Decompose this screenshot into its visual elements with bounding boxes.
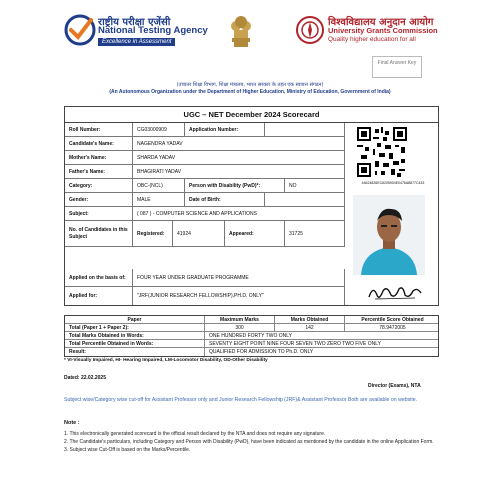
applied-row [65,287,345,305]
name-label: Candidate's Name: [65,137,133,150]
roll-row [65,123,345,137]
result-label: Result: [65,348,205,356]
gender-value: MALE [133,193,185,206]
nta-hindi-name: राष्ट्रीय परीक्षा एजेंसी [98,17,171,28]
page-header [0,0,500,80]
subject-label: Subject: [65,207,133,220]
basis-label: Applied on the basis of: [65,269,133,286]
ugc-logo [296,14,456,50]
candidate-photo [353,195,425,275]
candidate-info-grid [64,122,439,306]
basis-value: FOUR YEAR UNDER GRADUATE PROGRAMME [133,269,345,286]
header-paper: Paper [65,316,205,324]
category-label: Category: [65,179,133,192]
ugc-emblem-icon [296,16,324,44]
father-label: Father's Name: [65,165,133,178]
org-description-hindi: (उच्चतर शिक्षा विभाग, शिक्षा मंत्रालय, भारत सरकार के तहत एक स्वायत्त संगठन) [176,82,324,88]
name-value: NAGENDRA YADAV [133,137,345,150]
applied-label: Applied for: [65,287,133,305]
header-max-marks: Maximum Marks [205,316,275,324]
subject-row [65,207,345,221]
result-row [65,348,438,356]
words-label: Total Marks Obtained in Words: [65,332,205,340]
note-item: 3. Subject wise Cut-Off is based on the Marks/Percentile. [64,447,191,453]
director-signature-label: Director (Exams), NTA [368,383,421,389]
subject-value: ( 087 ) - COMPUTER SCIENCE AND APPLICATIONS [133,207,345,220]
category-value: OBC-(NCL) [133,179,185,192]
mother-label: Mother's Name: [65,151,133,164]
name-row [65,137,345,151]
application-value [265,123,345,136]
qr-code-text: 44624826EC6205904E0476A8877C433 [361,181,425,185]
pwd-value: NO [285,179,345,192]
nta-logo [64,14,208,48]
qr-code-icon [357,127,407,177]
candidate-count-row [65,221,345,247]
national-emblem-icon [228,12,254,50]
ugc-tagline: Quality higher education for all [328,36,416,43]
percentile-words-row [65,340,438,348]
dob-value [265,193,345,206]
total-label: Total (Paper 1 + Paper 2): [65,324,205,332]
mother-row [65,151,345,165]
ugc-english-name: University Grants Commission [328,26,438,35]
scorecard-title: UGC – NET December 2024 Scorecard [64,106,439,122]
gender-label: Gender: [65,193,133,206]
roll-label: Roll Number: [65,123,133,136]
org-description-english: (An Autonomous Organization under the Department of Higher Education, Ministry of Education, Government of India) [109,89,391,95]
nta-check-icon [64,14,96,46]
gender-row [65,193,345,207]
marks-obtained-value: 142 [275,324,345,332]
cutoff-note: Subject wise/Category wise cut-off for Assistant Professor only and Junior Research Fellowship (JRF)& Assistant Professor Both are available on website. [64,397,418,403]
dob-label: Date of Birth: [185,193,265,206]
mother-value: SHARDA YADAV [133,151,345,164]
candidate-signature [365,281,425,303]
note-item: 2. The Candidate's particulars, including Category and Person with Disability (PwD), have been indicated as mentioned by the candidate in the online Application Form. [64,439,434,445]
header-percentile: Percentile Score Obtained [361,317,424,323]
marks-table [64,315,439,357]
application-label: Application Number: [185,123,265,136]
marks-total-row [65,324,438,332]
appeared-value: 31725 [285,221,345,246]
words-value: ONE HUNDRED FORTY TWO ONLY [209,333,292,339]
roll-value: CG03000909 [133,123,185,136]
note-item: 1. This electronically generated scorecard is the official result declared by the NTA and does not require any signature. [64,431,326,437]
percentile-words-label: Total Percentile Obtained in Words: [65,340,205,348]
marks-words-row [65,332,438,340]
applied-value: "JRF(JUNIOR RESEARCH FELLOWSHIP),PH.D. ONLY" [133,287,345,305]
max-marks-value: 300 [205,324,275,332]
note-title: Note : [64,420,80,426]
basis-row [65,269,345,287]
percentile-value: 78.9472005 [379,325,406,331]
pwd-label: Person with Disability (PwD)*: [185,179,285,192]
final-answer-key-stamp: Final Answer Key [372,56,422,78]
ugc-hindi-name: विश्वविद्यालय अनुदान आयोग [328,17,434,28]
issue-date: Dated: 22.02.2025 [64,375,106,381]
disability-legend: * VI-Visually Impaired, HI- Hearing Impaired, LM-Locomotor Disability, OD-Other Disability [64,358,268,363]
appeared-label: Appeared: [225,221,285,246]
registered-value: 41924 [173,221,225,246]
result-value: QUALIFIED FOR ADMISSION TO Ph.D. ONLY [209,349,314,355]
notes-list [64,430,444,454]
marks-header-row [65,316,438,324]
percentile-words-value: SEVENTY EIGHT POINT NINE FOUR SEVEN TWO ZERO TWO FIVE ONLY [209,341,381,347]
nta-tagline: Excellence in Assessment [98,38,175,46]
registered-label: Registered: [133,221,173,246]
father-row [65,165,345,179]
father-value: BHAGIRATI YADAV [133,165,345,178]
nta-english-name: National Testing Agency [98,25,208,36]
candidate-count-label: No. of Candidates in this Subject [65,221,133,246]
header-marks-obtained: Marks Obtained [275,316,345,324]
category-row [65,179,345,193]
